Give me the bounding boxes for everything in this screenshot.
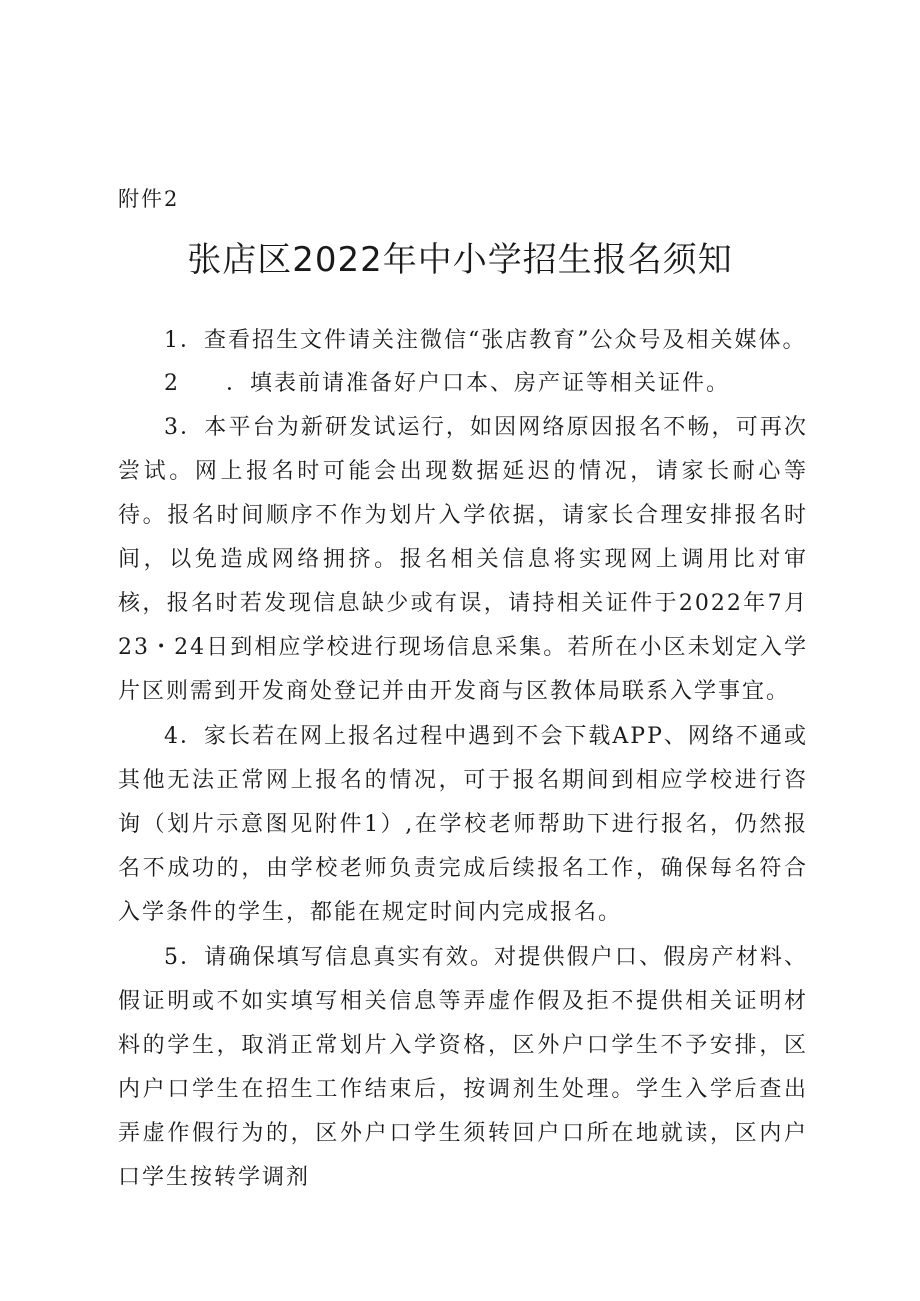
document-title: 张店区2022年中小学招生报名须知 <box>187 240 733 280</box>
notice-body <box>118 320 808 1200</box>
notice-item-2 <box>118 363 808 405</box>
notice-item-2-number: 2 <box>164 371 180 396</box>
attachment-label: 附件2 <box>118 187 180 211</box>
notice-item-4: 4．家长若在网上报名过程中遇到不会下载APP、网络不通或其他无法正常网上报名的情况，可于报名期间到相应学校进行咨询（划片示意图见附件1）,在学校老师帮助下进行报名，仍然报名不成功的，由学校老师负责完成后续报名工作，确保每名符合入学条件的学生，都能在规定时间内完成报名。 <box>118 724 808 925</box>
notice-item-2-text: ．填表前请准备好户口本、房产证等相关证件。 <box>226 371 731 396</box>
notice-item-3: 3．本平台为新研发试运行，如因网络原因报名不畅，可再次尝试。网上报名时可能会出现数据延迟的情况，请家长耐心等待。报名时间顺序不作为划片入学依据，请家长合理安排报名时间，以免造成网络拥挤。报名相关信息将实现网上调用比对审核，报名时若发现信息缺少或有误，请持相关证件于2022年7月23・24日到相应学校进行现场信息采集。若所在小区未划定入学片区则需到开发商处登记并由开发商与区教体局联系入学事宜。 <box>118 415 808 704</box>
notice-item-1: 1．查看招生文件请关注微信“张店教育”公众号及相关媒体。 <box>164 328 807 353</box>
notice-item-5: 5．请确保填写信息真实有效。对提供假户口、假房产材料、假证明或不如实填写相关信息等弄虚作假及拒不提供相关证明材料的学生，取消正常划片入学资格，区外户口学生不予安排，区内户口学生在招生工作结束后，按调剂生处理。学生入学后查出弄虚作假行为的，区外户口学生须转回户口所在地就读，区内户口学生按转学调剂 <box>118 945 808 1190</box>
